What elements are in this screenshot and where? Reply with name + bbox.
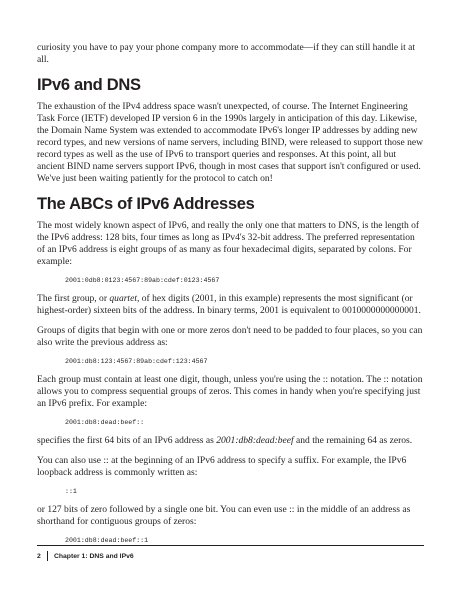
code-loopback: ::1 [65,488,77,495]
ipv6-dns-paragraph: The exhaustion of the IPv4 address space wasn't unexpected, of course. The Internet Engineering Task Force (IETF) developed IP version 6 in the 1990s largely in anticipation of this day. Likewise, the Domain Name System was extended to accommodate IPv6's longer IP addresses by adding new record types, and new versions of name servers, including BIND, were released to support those new record types as well as the use of IPv6 to transport queries and responses. At this point, all but ancient BIND name servers support IPv6, though in most cases that support isn't configured or used. We've just been waiting patiently for the protocol to catch on! [37,101,424,184]
section-heading-abcs: The ABCs of IPv6 Addresses [37,195,255,213]
abc2-text-a: The first group, or [37,293,110,304]
footer-separator [47,551,48,561]
section-heading-ipv6-dns: IPv6 and DNS [37,76,141,94]
abc-paragraph-6: You can also use :: at the beginning of an IPv6 address to specify a suffix. For example, the IPv6 loopback address is commonly written as: [37,455,407,478]
code-prefix: 2001:db8:dead:beef:: [65,419,145,426]
intro-paragraph: curiosity you have to pay your phone company more to accommodate—if they can still handle it at all. [37,42,416,65]
abc-paragraph-3: Groups of digits that begin with one or more zeros don't need to be padded to four places, so you can also write the previous address as: [37,325,423,348]
abc5-text-b: and the remaining 64 as zeros. [293,435,413,446]
prefix-term: 2001:db8:dead:beef [216,435,294,446]
page-number: 2 [37,552,41,560]
code-full-address: 2001:0db8:0123:4567:89ab:cdef:0123:4567 [65,277,220,284]
chapter-title: Chapter 1: DNS and IPv6 [53,552,134,560]
code-short-address: 2001:db8:123:4567:89ab:cdef:123:4567 [65,358,208,365]
abc-paragraph-4: Each group must contain at least one digit, though, unless you're using the :: notation. The :: notation allows you to compress sequential groups of zeros. This comes in handy when you're specifying just an IPv6 prefix. For example: [37,374,423,409]
code-middle-compression: 2001:db8:dead:beef::1 [65,537,149,544]
abc-paragraph-2 [37,293,424,317]
abc5-text-a: specifies the first 64 bits of an IPv6 address as [37,435,217,446]
abc-paragraph-1: The most widely known aspect of IPv6, and really the only one that matters to DNS, is the length of the IPv6 address: 128 bits, four times as long as IPv4's 32-bit address. The preferred representation of an IPv6 address is eight groups of as many as four hexadecimal digits, separated by colons. For example: [37,220,420,267]
abc-paragraph-5 [37,435,424,447]
abc2-text-b: , of hex digits (2001, in this example) represents the most significant (or highest-order) sixteen bits of the address. In binary terms, 2001 is equivalent to 0010000000000001. [37,293,421,316]
abc-paragraph-7: or 127 bits of zero followed by a single one bit. You can even use :: in the middle of an address as shorthand for contiguous groups of zeros: [37,504,411,527]
page-footer [37,545,424,561]
page-content [37,42,424,553]
quartet-term: quartet [109,293,137,304]
